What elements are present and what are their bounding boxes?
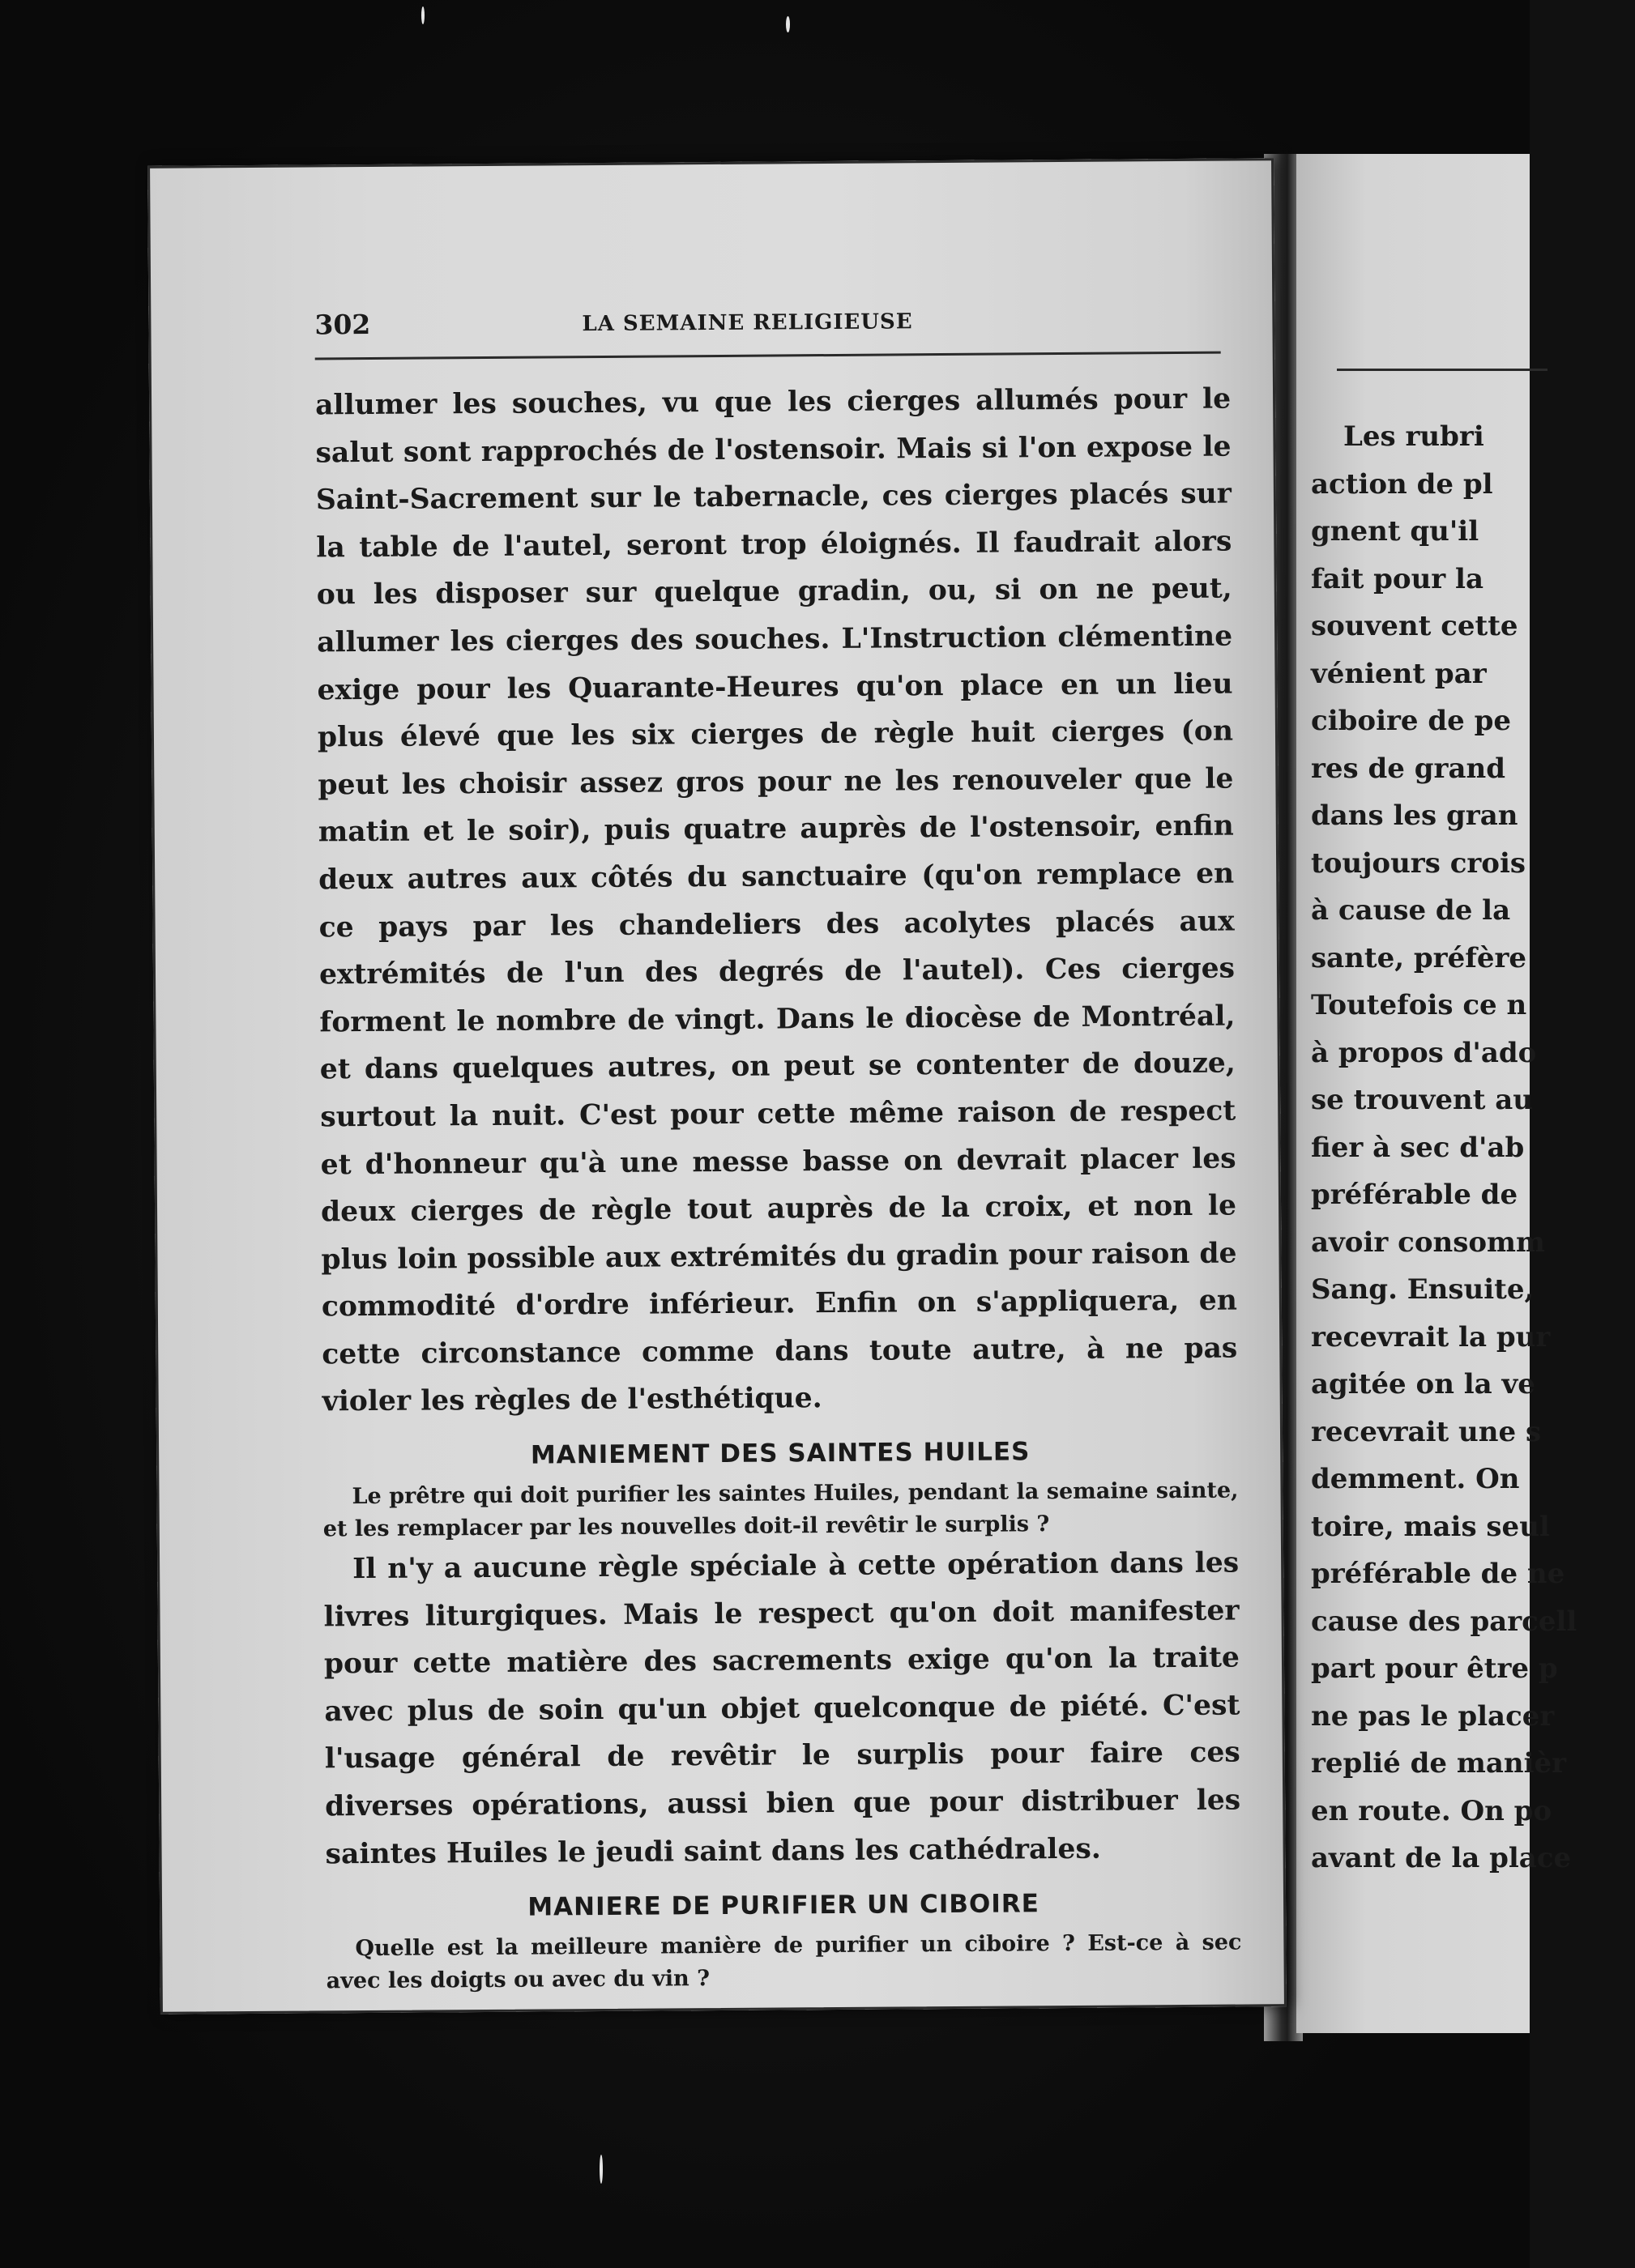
right-page-line: ciboire de pe	[1311, 705, 1512, 737]
right-page-line: Les rubri	[1343, 420, 1484, 453]
right-page-line: préférable de ne	[1311, 1558, 1565, 1590]
right-page-line: fier à sec d'ab	[1311, 1131, 1525, 1164]
right-page-line: recevrait une s	[1311, 1415, 1542, 1448]
right-page-line: recevrait la pur	[1311, 1320, 1551, 1354]
right-page-line: à cause de la	[1311, 894, 1511, 927]
right-page-line: vénient par	[1311, 657, 1487, 690]
right-page-line: à propos d'ado	[1311, 1036, 1537, 1069]
scan-speck	[421, 6, 425, 24]
running-head: LA SEMAINE RELIGIEUSE	[582, 309, 913, 337]
page-body	[315, 376, 1242, 1998]
right-page-line: Sang. Ensuite,	[1311, 1273, 1535, 1306]
section-heading: MANIEMENT DES SAINTES HUILES	[530, 1437, 1031, 1470]
right-page-line: souvent cette	[1311, 610, 1518, 642]
right-page-line: gnent qu'il	[1311, 515, 1479, 548]
right-page-line: cause des parcell	[1311, 1605, 1577, 1638]
page-header	[314, 303, 1220, 358]
right-page-line: fait pour la	[1311, 562, 1483, 595]
page-number: 302	[314, 308, 371, 341]
right-page-line: Toutefois ce n	[1311, 989, 1527, 1021]
right-page-line: se trouvent au	[1311, 1084, 1534, 1116]
question: Le prêtre qui doit purifier les saintes Huiles, pendant la semaine sainte, et les remplacer par les nouvelles doit-il revêtir le surplis ?	[322, 1477, 1239, 1542]
section-heading: MANIERE DE PURIFIER UN CIBOIRE	[527, 1889, 1039, 1922]
right-page	[1296, 154, 1577, 2033]
right-page-line: avant de la place	[1311, 1842, 1572, 1874]
right-page-text	[1311, 413, 1635, 1882]
right-page-line: préférable de	[1311, 1179, 1518, 1211]
paragraph: Il n'y a aucune règle spéciale à cette opération dans les livres liturgiques. Mais le respect qu'on doit manifester pour cette matière des sacrements exige qu'on la traite avec plus de soin qu'un objet quelconque de piété. C'est l'usage général de revêtir le surplis pour faire ces diverses opérations, aussi bien que pour distribuer les saintes Huiles le jeudi saint dans les cathédrales.	[323, 1546, 1241, 1871]
right-page-line: toujours crois	[1311, 846, 1526, 880]
right-page-line: ne pas le placer	[1311, 1699, 1555, 1733]
right-page-line: res de grand	[1311, 752, 1505, 785]
right-page-line: en route. On po	[1311, 1794, 1552, 1827]
paragraph: allumer les souches, vu que les cierges allumés pour le salut sont rapprochés de l'ostensoir. Mais si l'on expose le Saint-Sacrement sur le tabernacle, ces cierges placés sur la table de l'autel, seront trop éloignés. Il faudrait alors ou les disposer sur quelque gradin, ou, si on ne peut, allumer les cierges des souches. L'Instruction clémentine exige pour les Quarante-Heures qu'on place en un lieu plus élevé que les six cierges de règle huit cierges (on peut les choisir assez gros pour ne les renouveler que le matin et le soir), puis quatre auprès de l'ostensoir, enfin deux autres aux côtés du sanctuaire (qu'on remplace en ce pays par les chandeliers des acolytes placés aux extrémités de l'un des degrés de l'autel). Ces cierges forment le nombre de vingt. Dans le diocèse de Montréal, et dans quelques autres, on peut se contenter de douze, surtout la nuit. C'est pour cette même raison de respect et d'honneur qu'à une messe basse on devrait placer les deux cierges de règle tout auprès de la croix, et non le plus loin possible aux extrémités du gradin pour raison de commodité d'ordre inférieur. Enfin on s'appliquera, en cette circonstance comme dans toute autre, à ne pas violer les règles de l'esthétique.	[314, 382, 1238, 1418]
right-page-line: avoir consomm	[1311, 1226, 1545, 1259]
left-page	[147, 158, 1287, 2014]
right-page-line: demment. On	[1311, 1463, 1520, 1495]
right-page-line: action de pl	[1311, 467, 1493, 501]
right-page-header-rule	[1337, 369, 1547, 371]
question: Quelle est la meilleure manière de purifier un ciboire ? Est-ce à sec avec les doigts ou avec du vin ?	[326, 1929, 1242, 1994]
right-page-line: part pour être p	[1311, 1652, 1558, 1685]
right-page-line: agitée on la ve	[1311, 1368, 1535, 1400]
scan-speck	[600, 2155, 603, 2184]
scan-speck	[786, 16, 790, 32]
right-page-line: dans les gran	[1311, 799, 1518, 832]
right-page-line: toire, mais seul	[1311, 1510, 1550, 1543]
right-page-line: sante, préfère	[1311, 941, 1527, 974]
right-page-line: replié de manièr	[1311, 1747, 1567, 1780]
